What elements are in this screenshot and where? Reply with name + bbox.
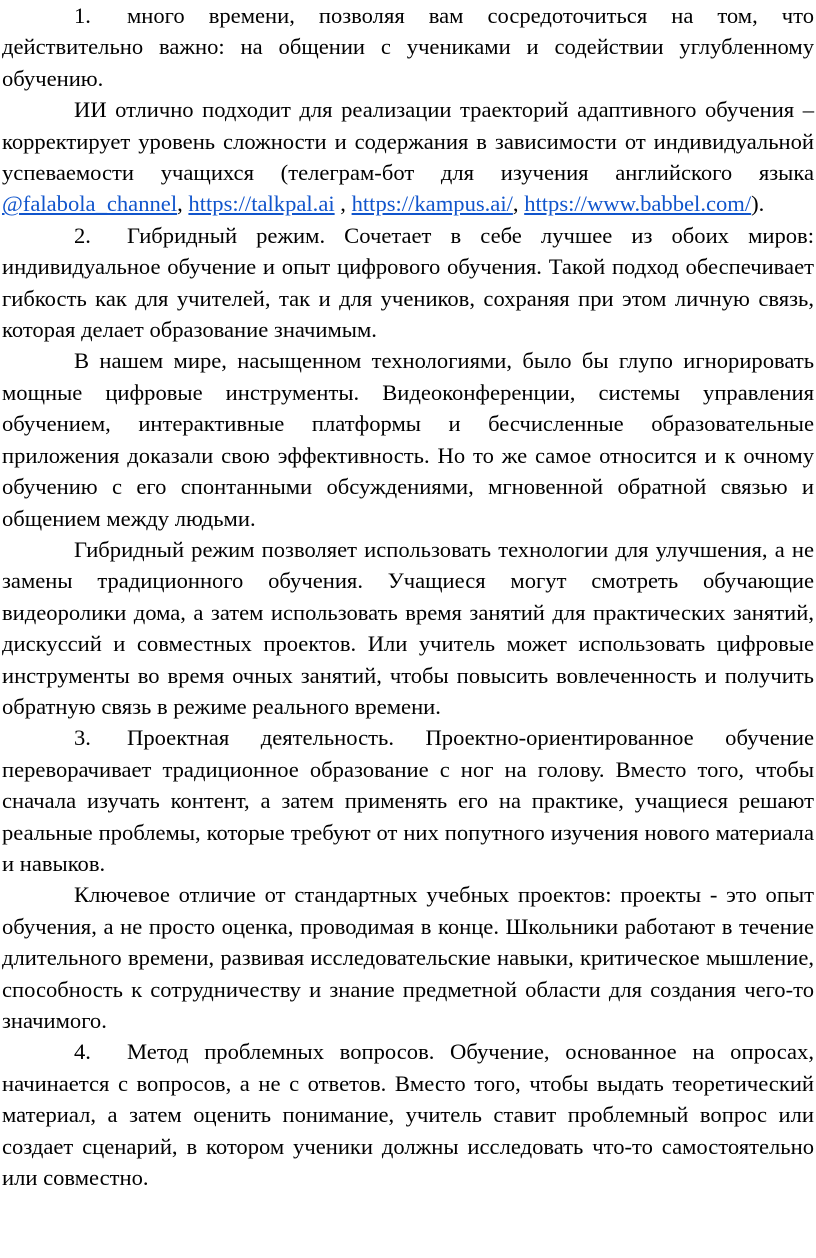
link-kampus[interactable]: https://kampus.ai/ [351,191,513,217]
list-number: 3. [74,725,91,751]
paragraph-item-1 [2,0,814,94]
paragraph-text: Метод проблемных вопросов. Обучение, основанное на опросах, начинается с вопросов, а не с ответов. Вместо того, чтобы выдать теоретический материал, а затем оценить понимание, учитель ставит проблемный вопрос или создает сценарий, в котором ученики должны исследовать что-то самостоятельно или совместно. [2,1039,814,1191]
list-number: 2. [74,222,91,248]
paragraph-text: В нашем мире, насыщенном технологиями, было бы глупо игнорировать мощные цифровые инструменты. Видеоконференции, системы управления обучением, интерактивные платформы и бесчисленные образовательные приложения доказали свою эффективность. Но то же самое относится и к очному обучению с его спонтанными обсуждениями, мгновенной обратной связью и общением между людьми. [2,348,814,531]
separator: , [512,191,525,217]
link-falabola-channel[interactable]: @falabola_channel [2,191,178,217]
paragraph-ai-adaptive [2,94,814,220]
paragraph-hybrid-mode [2,534,814,722]
paragraph-item-3 [2,722,814,879]
paragraph-text: Проектная деятельность. Проектно-ориентированное обучение переворачивает традиционное образование с ног на голову. Вместо того, чтобы сначала изучать контент, а затем применять его на практике, учащиеся решают реальные проблемы, которые требуют от них попутного изучения нового материала и навыков. [2,725,814,876]
list-number: 1. [74,3,91,28]
paragraph-item-2 [2,220,814,346]
separator: , [334,191,352,217]
paragraph-digital-tools [2,345,814,533]
link-talkpal[interactable]: https://talkpal.ai [188,191,335,217]
separator: , [177,191,189,217]
paragraph-text: много времени, позволяя вам сосредоточиться на том, что действительно важно: на общении с учениками и содействии углубленному обучению. [2,3,814,91]
paragraph-text: Гибридный режим. Сочетает в себе лучшее из обоих миров: индивидуальное обучение и опыт цифрового обучения. Такой подход обеспечивает гибкость как для учителей, так и для учеников, сохраняя при этом личную связь, которая делает образование значимым. [2,222,814,343]
paragraph-project-difference [2,879,814,1036]
paragraph-text: ИИ отлично подходит для реализации траекторий адаптивного обучения – корректирует уровень сложности и содержания в зависимости от индивидуальной успеваемости учащихся (телеграм-бот для изучения английского языка [2,97,814,186]
list-number: 4. [74,1039,91,1065]
paragraph-text: Ключевое отличие от стандартных учебных проектов: проекты - это опыт обучения, а не просто оценка, проводимая в конце. Школьники работают в течение длительного времени, развивая исследовательские навыки, критическое мышление, способность к сотрудничеству и знание предметной области для создания чего-то значимого. [2,882,814,1033]
paragraph-text: ). [751,191,765,217]
link-babbel[interactable]: https://www.babbel.com/ [524,191,752,217]
paragraph-item-4 [2,1036,814,1193]
paragraph-text: Гибридный режим позволяет использовать технологии для улучшения, а не замены традиционного обучения. Учащиеся могут смотреть обучающие видеоролики дома, а затем использовать время занятий для практических занятий, дискуссий и совместных проектов. Или учитель может использовать цифровые инструменты во время очных занятий, чтобы повысить вовлеченность и получить обратную связь в режиме реального времени. [2,536,814,719]
